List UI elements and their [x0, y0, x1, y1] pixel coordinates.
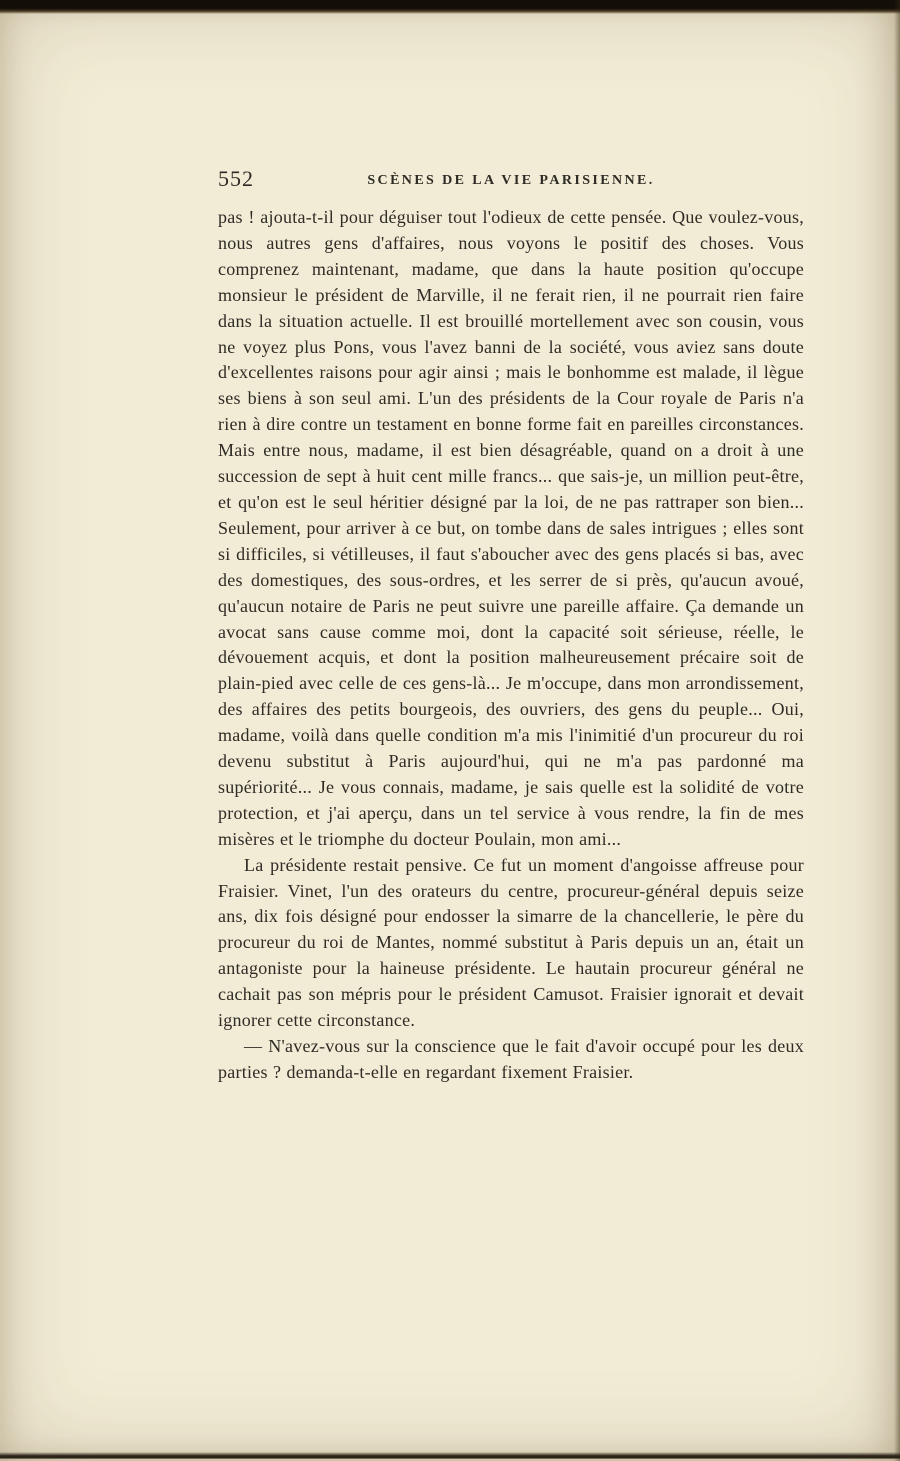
scan-edge-right	[894, 0, 900, 1461]
paragraph-dialogue: — N'avez-vous sur la conscience que le fait d'avoir occupé pour les deux parties ? demanda-t-elle en regardant fixement Fraisier.	[218, 1036, 804, 1082]
scan-edge-top	[0, 0, 900, 14]
body-text	[218, 205, 804, 1086]
page-number: 552	[218, 166, 254, 191]
paragraph-continuation: pas ! ajouta-t-il pour déguiser tout l'odieux de cette pensée. Que voulez-vous, nous autres gens d'affaires, nous voyons le positif des choses. Vous comprenez maintenant, madame, que dans la haute position qu'occupe monsieur le président de Marville, il ne ferait rien, il ne pourrait rien faire dans la situation actuelle. Il est brouillé mortellement avec son cousin, vous ne voyez plus Pons, vous l'avez banni de la société, vous aviez sans doute d'excellentes raisons pour agir ainsi ; mais le bonhomme est malade, il lègue ses biens à son seul ami. L'un des présidents de la Cour royale de Paris n'a rien à dire contre un testament en bonne forme fait en pareilles circonstances. Mais entre nous, madame, il est bien désagréable, quand on a droit à une succession de sept à huit cent mille francs... que sais-je, un million peut-être, et qu'on est le seul héritier désigné par la loi, de ne pas rattraper son bien... Seulement, pour arriver à ce but, on tombe dans de sales intrigues ; elles sont si difficiles, si vétilleuses, il faut s'aboucher avec des gens placés si bas, avec des domestiques, des sous-ordres, et les serrer de si près, qu'aucun avoué, qu'aucun notaire de Paris ne peut suivre une pareille affaire. Ça demande un avocat sans cause comme moi, dont la capacité soit sérieuse, réelle, le dévouement acquis, et dont la position malheureusement précaire soit de plain-pied avec celle de ces gens-là... Je m'occupe, dans mon arrondissement, des affaires des petits bourgeois, des ouvriers, des gens du peuple... Oui, madame, voilà dans quelle condition m'a mis l'inimitié d'un procureur du roi devenu substitut à Paris aujourd'hui, qui ne m'a pas pardonné ma supériorité... Je vous connais, madame, je sais quelle est la solidité de votre protection, et j'ai aperçu, dans un tel service à vous rendre, la fin de mes misères et le triomphe du docteur Poulain, mon ami...	[218, 207, 804, 849]
text-block	[218, 164, 804, 1086]
paragraph: La présidente restait pensive. Ce fut un moment d'angoisse affreuse pour Fraisier. Vinet, l'un des orateurs du centre, procureur-général depuis seize ans, dix fois désigné pour endosser la simarre de la chancellerie, le père du procureur du roi de Mantes, nommé substitut à Paris depuis un an, était un antagoniste pour la haineuse présidente. Le hautain procureur général ne cachait pas son mépris pour le président Camusot. Fraisier ignorait et devait ignorer cette circonstance.	[218, 854, 804, 1031]
page-header	[218, 164, 804, 192]
running-title: SCÈNES DE LA VIE PARISIENNE.	[367, 173, 655, 188]
scan-edge-bottom	[0, 1452, 900, 1459]
